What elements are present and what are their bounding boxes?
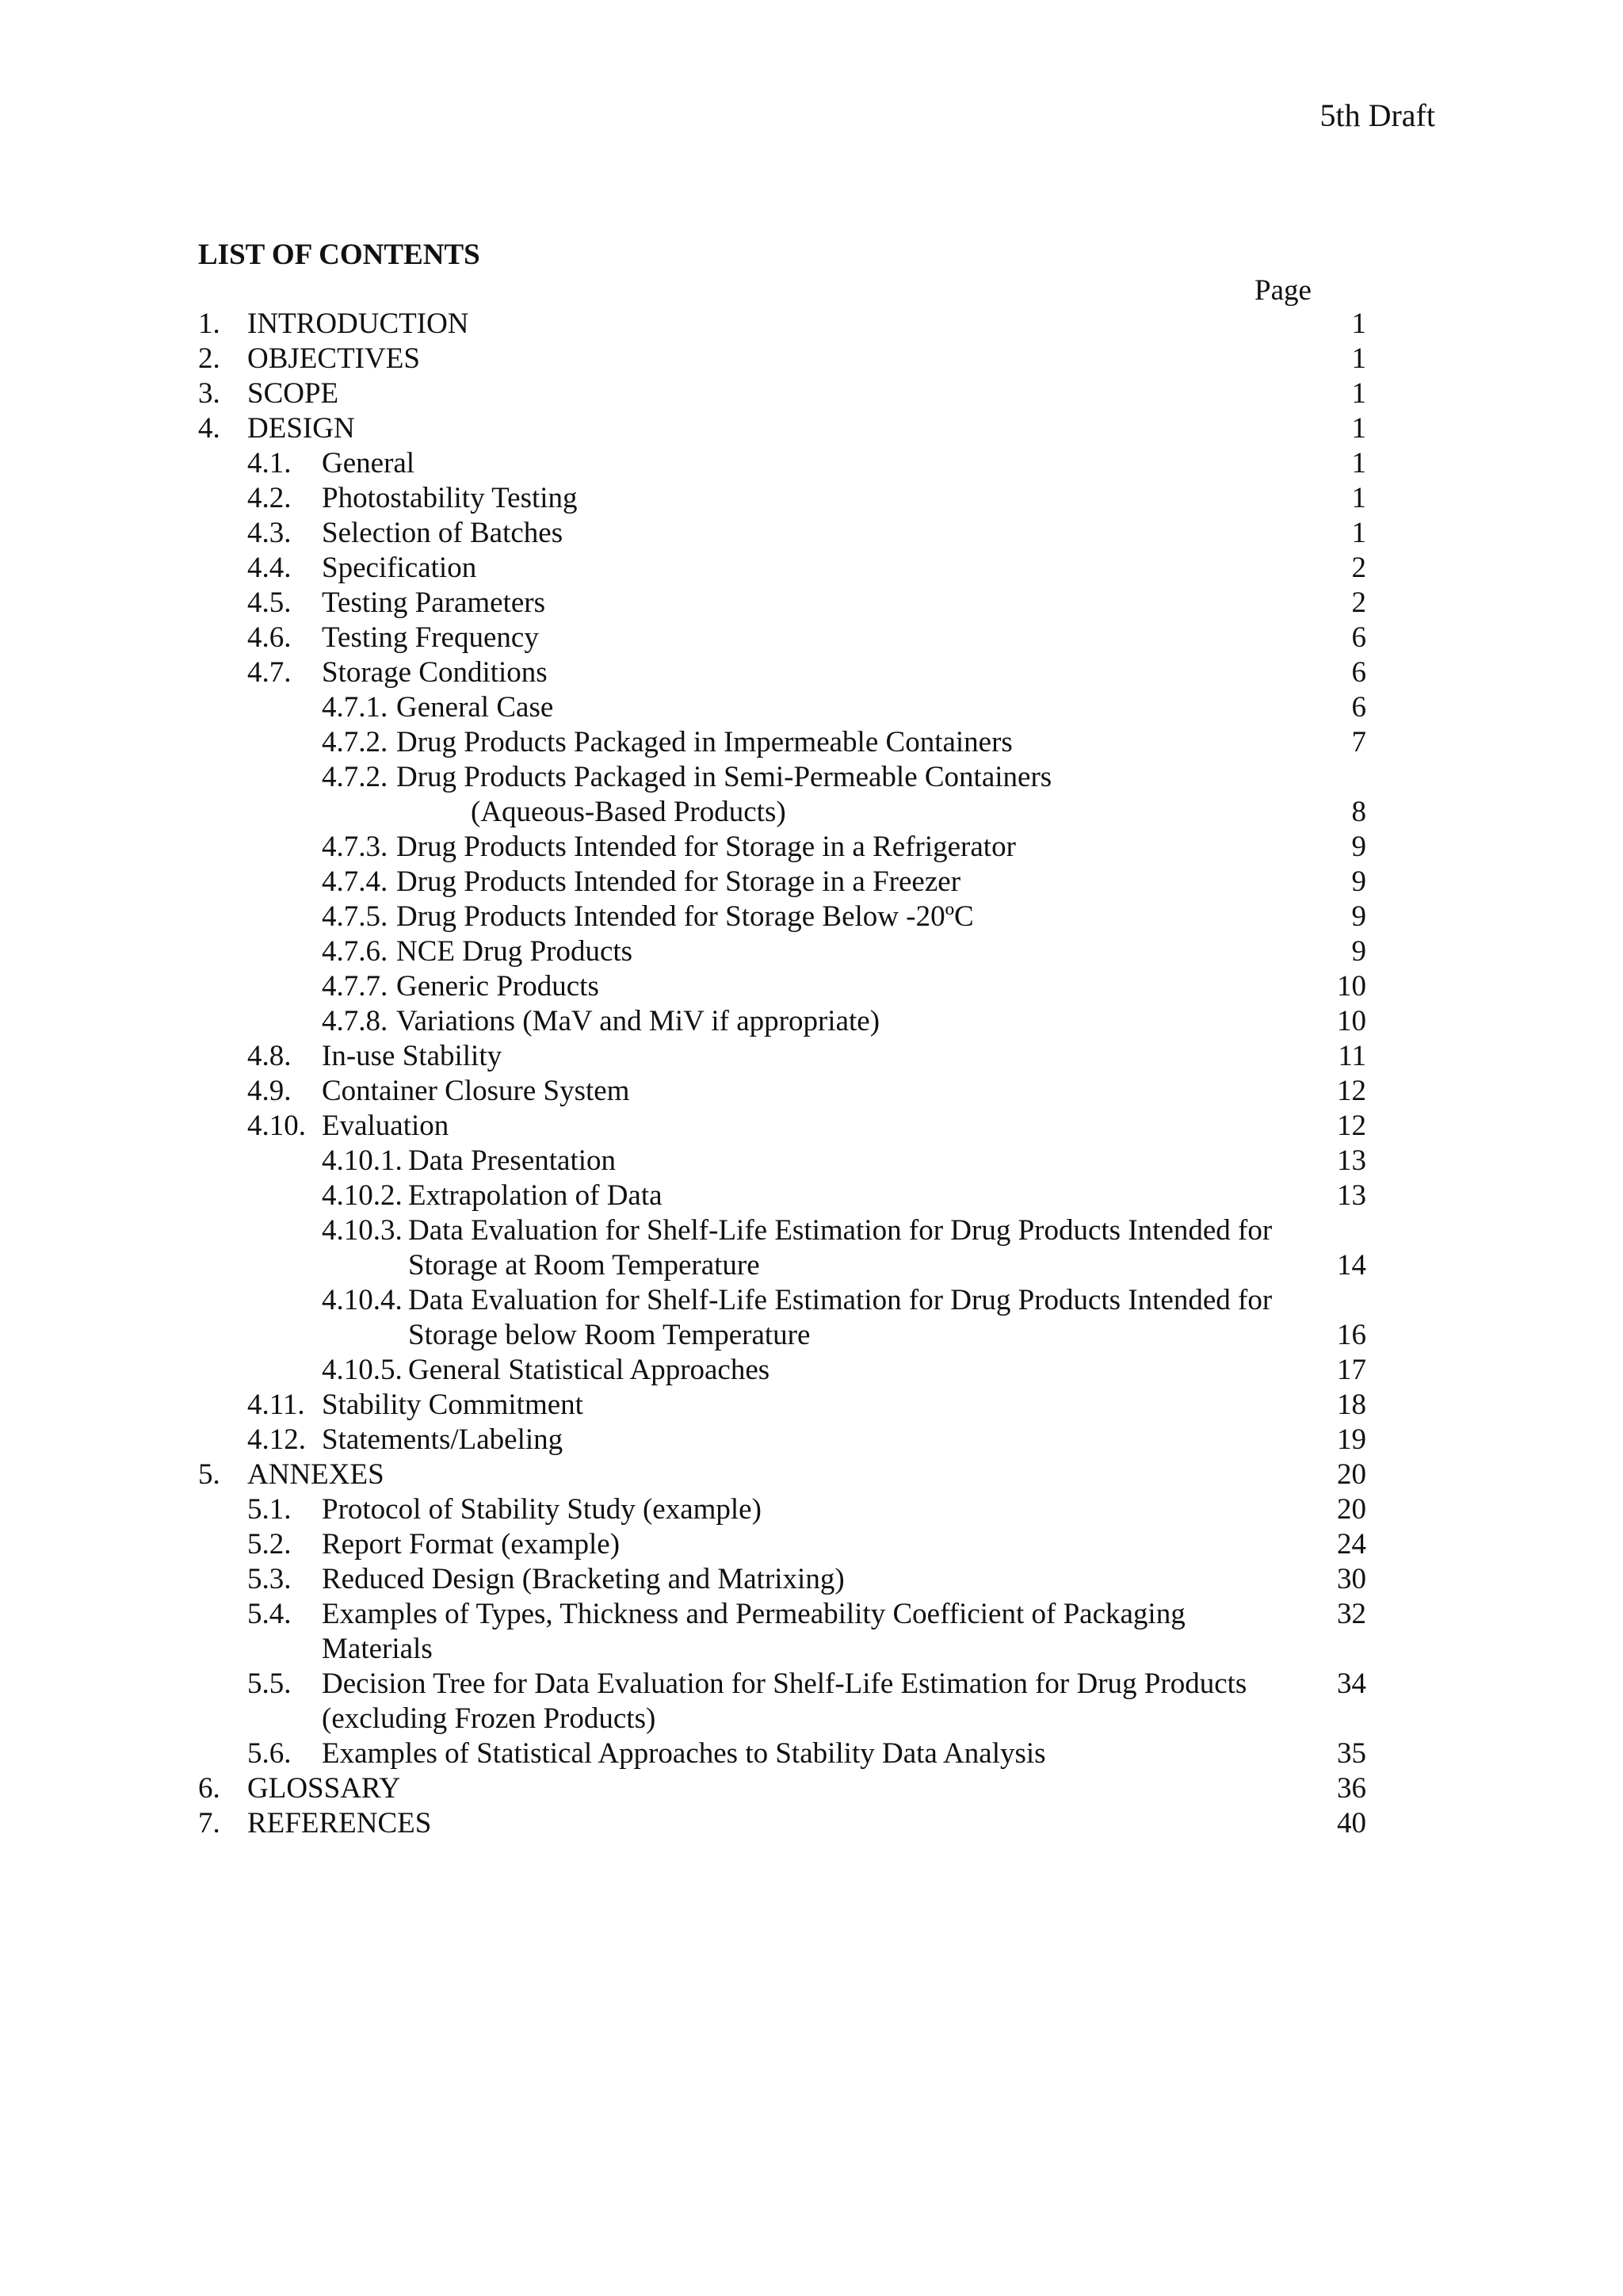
toc-entry-number: 4.10.2. [322, 1179, 403, 1212]
toc-entry-title [322, 586, 545, 621]
toc-entry-number: 4.7.6. [322, 935, 388, 968]
toc-entry [0, 1179, 1623, 1213]
toc-entry-number: 4.10.4. [322, 1284, 403, 1316]
toc-entry-title-line: Storage Conditions [322, 656, 548, 689]
toc-entry-number: 4. [198, 412, 220, 445]
toc-entry-page: 11 [1338, 1040, 1366, 1072]
toc-entry-title-line: General Case [396, 691, 554, 724]
toc-entry-title [408, 1213, 1272, 1283]
toc-entry-title-continuation: Storage at Room Temperature [408, 1249, 760, 1282]
toc-entry-title-line: Drug Products Intended for Storage in a Freezer [396, 865, 961, 898]
toc-entry-number: 4.7.3. [322, 831, 388, 863]
toc-entry [0, 1283, 1623, 1353]
toc-entry-title-line: Evaluation [322, 1110, 449, 1142]
toc-entry [0, 1213, 1623, 1283]
toc-entry-title-line: ANNEXES [247, 1458, 384, 1491]
toc-entry [0, 1562, 1623, 1597]
toc-entry-title [322, 516, 563, 551]
toc-entry-title [322, 621, 539, 655]
toc-entry [0, 1492, 1623, 1527]
toc-entry-title-continuation: (Aqueous-Based Products) [471, 796, 786, 828]
toc-entry-number: 4.7. [247, 656, 292, 689]
toc-entry-title [247, 376, 338, 411]
toc-entry [0, 307, 1623, 342]
toc-entry-page: 6 [1351, 656, 1366, 689]
toc-entry-title [396, 900, 974, 934]
toc-entry-page: 9 [1351, 900, 1366, 933]
toc-entry-title [396, 760, 1052, 830]
toc-entry [0, 830, 1623, 865]
toc-entry-number: 4.7.7. [322, 970, 388, 1003]
toc-entry-page: 30 [1337, 1563, 1366, 1595]
toc-entry [0, 725, 1623, 760]
toc-entry [0, 760, 1623, 830]
toc-entry-page: 2 [1351, 552, 1366, 584]
toc-entry-title-line: Testing Parameters [322, 586, 546, 619]
toc-entry-title-line: General Statistical Approaches [408, 1354, 770, 1386]
toc-entry-number: 4.5. [247, 586, 292, 619]
toc-entry [0, 1144, 1623, 1179]
page-column-header: Page [1254, 274, 1312, 307]
toc-entry-title-line: Stability Commitment [322, 1389, 583, 1421]
toc-entry-title [247, 1771, 400, 1806]
toc-entry-number: 5.5. [247, 1668, 292, 1700]
toc-entry [0, 621, 1623, 655]
toc-entry-title [396, 1004, 880, 1039]
toc-entry-title-line: GLOSSARY [247, 1772, 401, 1805]
toc-entry-title-line: OBJECTIVES [247, 342, 420, 375]
toc-entry-page: 36 [1337, 1772, 1366, 1805]
toc-entry-page: 34 [1337, 1668, 1366, 1700]
toc-entry-title [396, 865, 960, 900]
toc-entry-title [408, 1179, 663, 1213]
toc-entry-title-line: SCOPE [247, 377, 339, 410]
toc-entry-title [322, 1597, 1186, 1667]
toc-entry [0, 1004, 1623, 1039]
toc-entry-page: 13 [1337, 1144, 1366, 1177]
toc-entry-title-line: Examples of Types, Thickness and Permeability Coefficient of Packaging [322, 1598, 1186, 1630]
toc-entry-page: 32 [1337, 1598, 1366, 1630]
toc-entry-title-line: Drug Products Packaged in Impermeable Containers [396, 726, 1013, 758]
toc-entry-title [247, 1806, 431, 1841]
toc-entry-number: 4.3. [247, 517, 292, 549]
toc-entry [0, 969, 1623, 1004]
toc-entry-page: 24 [1337, 1528, 1366, 1561]
toc-entry-title-continuation: Materials [322, 1633, 433, 1665]
toc-entry [0, 516, 1623, 551]
toc-entry-number: 4.12. [247, 1423, 306, 1456]
toc-entry-page: 13 [1337, 1179, 1366, 1212]
toc-entry [0, 1736, 1623, 1771]
toc-entry-title-line: Variations (MaV and MiV if appropriate) [396, 1005, 880, 1037]
toc-entry-page: 1 [1351, 447, 1366, 479]
toc-entry-number: 4.2. [247, 482, 292, 514]
toc-entry-number: 4.1. [247, 447, 292, 479]
toc-entry [0, 551, 1623, 586]
toc-entry-title-line: Container Closure System [322, 1075, 630, 1107]
toc-entry [0, 342, 1623, 376]
toc-entry [0, 1597, 1623, 1667]
toc-entry-title-line: NCE Drug Products [396, 935, 633, 968]
toc-entry-title-continuation: (excluding Frozen Products) [322, 1702, 656, 1735]
toc-entry-page: 17 [1337, 1354, 1366, 1386]
toc-entry-title-line: Data Presentation [408, 1144, 616, 1177]
toc-entry [0, 1388, 1623, 1423]
toc-entry [0, 586, 1623, 621]
toc-entry-number: 4.10. [247, 1110, 306, 1142]
toc-entry-number: 6. [198, 1772, 220, 1805]
toc-entry-page: 1 [1351, 412, 1366, 445]
toc-entry-title [247, 307, 469, 342]
toc-entry-title [322, 655, 548, 690]
toc-entry-number: 4.7.8. [322, 1005, 388, 1037]
toc-entry-title-line: Testing Frequency [322, 621, 539, 654]
toc-entry-title-line: Drug Products Packaged in Semi-Permeable Containers [396, 761, 1052, 793]
toc-entry-number: 4.10.3. [322, 1214, 403, 1247]
toc-entry [0, 1039, 1623, 1074]
toc-entry-number: 5.3. [247, 1563, 292, 1595]
toc-entry-title-continuation: Storage below Room Temperature [408, 1319, 811, 1351]
toc-entry-title [247, 1457, 384, 1492]
toc-entry-title [408, 1144, 616, 1179]
toc-entry-page: 1 [1351, 377, 1366, 410]
toc-entry-title-line: Statements/Labeling [322, 1423, 563, 1456]
toc-entry-page: 6 [1351, 691, 1366, 724]
toc-entry-page: 19 [1337, 1423, 1366, 1456]
toc-entry-page: 1 [1351, 342, 1366, 375]
toc-list [0, 307, 1623, 1841]
toc-entry [0, 411, 1623, 446]
toc-entry-title-line: Specification [322, 552, 477, 584]
toc-entry-title [322, 1388, 583, 1423]
toc-entry-title [322, 1736, 1046, 1771]
toc-entry-title-line: REFERENCES [247, 1807, 432, 1839]
toc-entry-number: 4.4. [247, 552, 292, 584]
toc-entry-page: 20 [1337, 1458, 1366, 1491]
toc-entry [0, 1109, 1623, 1144]
toc-entry [0, 446, 1623, 481]
toc-entry-number: 5.4. [247, 1598, 292, 1630]
toc-entry-page: 18 [1337, 1389, 1366, 1421]
toc-entry-number: 7. [198, 1807, 220, 1839]
toc-entry [0, 376, 1623, 411]
toc-entry-number: 1. [198, 308, 220, 340]
toc-entry-title [322, 551, 476, 586]
toc-entry-page: 8 [1351, 796, 1366, 828]
toc-entry-page: 1 [1351, 308, 1366, 340]
toc-entry-number: 4.6. [247, 621, 292, 654]
toc-entry-number: 4.10.5. [322, 1354, 403, 1386]
toc-entry-number: 4.7.1. [322, 691, 388, 724]
toc-entry-number: 4.7.5. [322, 900, 388, 933]
toc-entry-page: 12 [1337, 1110, 1366, 1142]
toc-entry-title-line: Data Evaluation for Shelf-Life Estimation for Drug Products Intended for [408, 1214, 1273, 1247]
toc-entry-number: 5. [198, 1458, 220, 1491]
toc-entry-title-line: Photostability Testing [322, 482, 578, 514]
toc-entry [0, 1806, 1623, 1841]
toc-entry-title [396, 934, 632, 969]
toc-entry-page: 6 [1351, 621, 1366, 654]
toc-entry-number: 5.1. [247, 1493, 292, 1526]
toc-entry-title-line: Reduced Design (Bracketing and Matrixing) [322, 1563, 845, 1595]
toc-entry [0, 934, 1623, 969]
draft-label: 5th Draft [1319, 97, 1435, 133]
toc-entry-title [322, 1492, 762, 1527]
toc-entry-title [322, 481, 578, 516]
toc-entry-title [247, 411, 355, 446]
toc-entry-number: 2. [198, 342, 220, 375]
toc-entry-page: 1 [1351, 482, 1366, 514]
toc-entry-page: 35 [1337, 1737, 1366, 1770]
toc-entry-title-line: Selection of Batches [322, 517, 563, 549]
toc-entry-number: 4.7.4. [322, 865, 388, 898]
toc-entry [0, 1527, 1623, 1562]
toc-entry-title [408, 1353, 769, 1388]
toc-entry-title-line: Decision Tree for Data Evaluation for Shelf-Life Estimation for Drug Products [322, 1668, 1247, 1700]
toc-entry [0, 1771, 1623, 1806]
toc-entry-title-line: DESIGN [247, 412, 355, 445]
toc-entry-title [408, 1283, 1272, 1353]
toc-entry [0, 900, 1623, 934]
toc-entry-page: 7 [1351, 726, 1366, 758]
toc-entry-page: 10 [1337, 970, 1366, 1003]
toc-entry-number: 4.10.1. [322, 1144, 403, 1177]
toc-entry-title [322, 446, 414, 481]
toc-entry-title [322, 1074, 629, 1109]
toc-entry [0, 1457, 1623, 1492]
toc-entry-number: 4.11. [247, 1389, 305, 1421]
toc-entry-title-line: Report Format (example) [322, 1528, 621, 1561]
toc-entry [0, 865, 1623, 900]
toc-entry-page: 12 [1337, 1075, 1366, 1107]
toc-entry [0, 481, 1623, 516]
toc-entry-number: 4.7.2. [322, 726, 388, 758]
toc-entry-title [322, 1562, 845, 1597]
toc-entry-page: 9 [1351, 865, 1366, 898]
toc-entry-title-line: Protocol of Stability Study (example) [322, 1493, 762, 1526]
toc-entry [0, 1667, 1623, 1736]
toc-entry-title-line: Drug Products Intended for Storage in a Refrigerator [396, 831, 1016, 863]
toc-entry-number: 4.7.2. [322, 761, 388, 793]
toc-entry-page: 14 [1337, 1249, 1366, 1282]
toc-entry-title-line: Examples of Statistical Approaches to Stability Data Analysis [322, 1737, 1046, 1770]
toc-entry [0, 1423, 1623, 1457]
toc-entry-title-line: INTRODUCTION [247, 308, 469, 340]
toc-entry-page: 10 [1337, 1005, 1366, 1037]
toc-entry-page: 2 [1351, 586, 1366, 619]
toc-entry-title-line: In-use Stability [322, 1040, 502, 1072]
toc-entry-number: 3. [198, 377, 220, 410]
toc-title: LIST OF CONTENTS [198, 239, 480, 271]
toc-entry [0, 1353, 1623, 1388]
toc-entry-title-line: Extrapolation of Data [408, 1179, 663, 1212]
toc-entry-title [322, 1667, 1247, 1736]
toc-entry [0, 1074, 1623, 1109]
toc-entry-page: 1 [1351, 517, 1366, 549]
toc-entry-title [396, 969, 599, 1004]
toc-entry-page: 9 [1351, 935, 1366, 968]
toc-entry-title [247, 342, 420, 376]
toc-entry-title [396, 690, 553, 725]
toc-entry-title [396, 830, 1016, 865]
toc-entry-title-line: Data Evaluation for Shelf-Life Estimation for Drug Products Intended for [408, 1284, 1273, 1316]
toc-entry-title [322, 1109, 449, 1144]
toc-entry-title [396, 725, 1013, 760]
toc-entry-page: 9 [1351, 831, 1366, 863]
toc-entry-title-line: General [322, 447, 415, 479]
toc-entry [0, 655, 1623, 690]
toc-entry-page: 20 [1337, 1493, 1366, 1526]
toc-entry-number: 4.8. [247, 1040, 292, 1072]
toc-entry-title-line: Generic Products [396, 970, 599, 1003]
toc-entry-title [322, 1527, 620, 1562]
toc-entry-number: 5.2. [247, 1528, 292, 1561]
toc-entry [0, 690, 1623, 725]
toc-entry-title [322, 1423, 563, 1457]
toc-entry-number: 4.9. [247, 1075, 292, 1107]
toc-entry-title [322, 1039, 502, 1074]
toc-entry-number: 5.6. [247, 1737, 292, 1770]
toc-entry-page: 40 [1337, 1807, 1366, 1839]
toc-entry-page: 16 [1337, 1319, 1366, 1351]
toc-entry-title-line: Drug Products Intended for Storage Below -20ºC [396, 900, 974, 933]
